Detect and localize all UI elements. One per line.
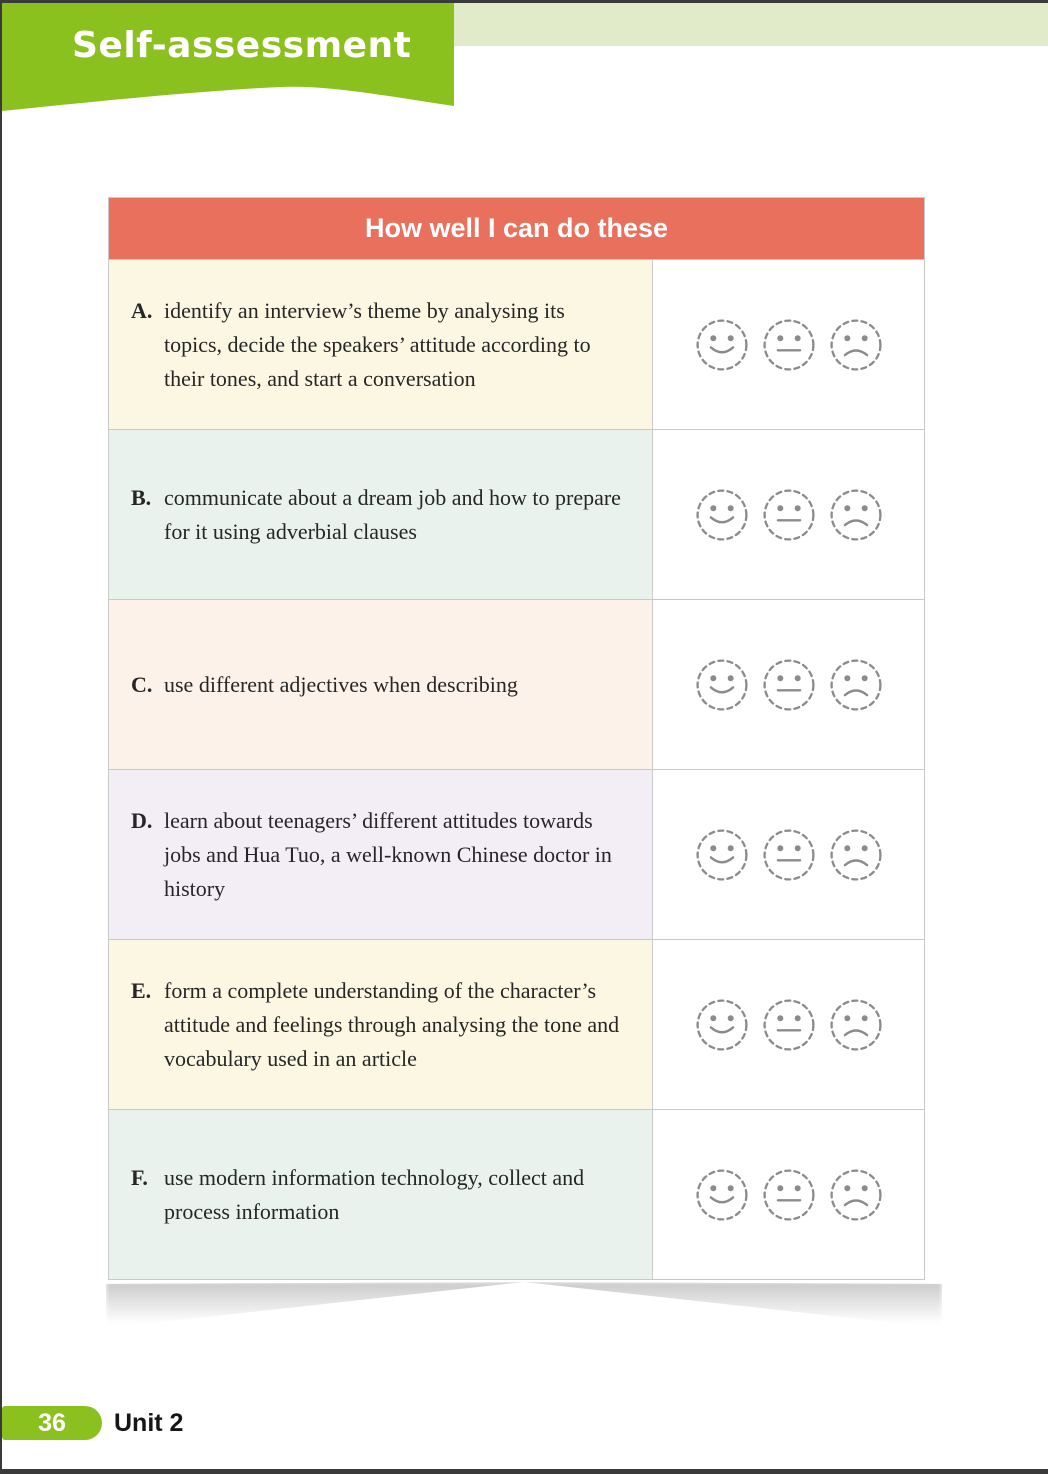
neutral-face-icon[interactable]	[762, 658, 816, 712]
unit-label: Unit 2	[114, 1408, 184, 1437]
sad-face-icon[interactable]	[829, 658, 883, 712]
table-row-b	[109, 429, 924, 599]
self-assessment-table	[108, 197, 925, 1280]
happy-face-icon[interactable]	[695, 488, 749, 542]
row-letter: A.	[131, 297, 153, 323]
skill-description: use modern information technology, collect and process information	[164, 1164, 585, 1224]
table-shadow-left	[106, 1282, 524, 1328]
row-letter: D.	[131, 807, 153, 833]
skill-description: use different adjectives when describing	[164, 671, 518, 697]
table-row-c	[109, 599, 924, 769]
page-number: 36	[38, 1408, 66, 1437]
rating-cell	[653, 770, 924, 939]
table-row-e	[109, 939, 924, 1109]
neutral-face-icon[interactable]	[762, 1168, 816, 1222]
skill-description-cell	[109, 770, 653, 939]
skill-description-cell	[109, 1110, 653, 1279]
skill-description-cell	[109, 260, 653, 429]
happy-face-icon[interactable]	[695, 1168, 749, 1222]
sad-face-icon[interactable]	[829, 318, 883, 372]
rating-cell	[653, 1110, 924, 1279]
table-row-a	[109, 259, 924, 429]
skill-description-cell	[109, 940, 653, 1109]
rating-cell	[653, 600, 924, 769]
neutral-face-icon[interactable]	[762, 828, 816, 882]
happy-face-icon[interactable]	[695, 998, 749, 1052]
row-letter: C.	[131, 671, 153, 697]
page-title: Self-assessment	[72, 25, 412, 66]
rating-cell	[653, 430, 924, 599]
happy-face-icon[interactable]	[695, 658, 749, 712]
rating-cell	[653, 260, 924, 429]
sad-face-icon[interactable]	[829, 998, 883, 1052]
table-row-f	[109, 1109, 924, 1279]
skill-description: identify an interview’s theme by analysing its topics, decide the speakers’ attitude according to their tones, and start a conversation	[164, 297, 591, 391]
neutral-face-icon[interactable]	[762, 488, 816, 542]
row-letter: E.	[131, 977, 152, 1003]
neutral-face-icon[interactable]	[762, 318, 816, 372]
page-number-badge	[2, 1406, 102, 1440]
rating-cell	[653, 940, 924, 1109]
skill-description: communicate about a dream job and how to prepare for it using adverbial clauses	[164, 484, 621, 544]
skill-description-cell	[109, 430, 653, 599]
sad-face-icon[interactable]	[829, 828, 883, 882]
row-letter: F.	[131, 1164, 148, 1190]
header-accent-strip	[452, 3, 1048, 46]
table-row-d	[109, 769, 924, 939]
sad-face-icon[interactable]	[829, 488, 883, 542]
skill-description: learn about teenagers’ different attitudes towards jobs and Hua Tuo, a well-known Chinese doctor in history	[164, 807, 612, 901]
skill-description-cell	[109, 600, 653, 769]
happy-face-icon[interactable]	[695, 318, 749, 372]
happy-face-icon[interactable]	[695, 828, 749, 882]
neutral-face-icon[interactable]	[762, 998, 816, 1052]
skill-description: form a complete understanding of the character’s attitude and feelings through analysing the tone and vocabulary used in an article	[164, 977, 620, 1071]
table-shadow-right	[524, 1282, 942, 1328]
table-header: How well I can do these	[109, 198, 924, 259]
sad-face-icon[interactable]	[829, 1168, 883, 1222]
row-letter: B.	[131, 484, 152, 510]
